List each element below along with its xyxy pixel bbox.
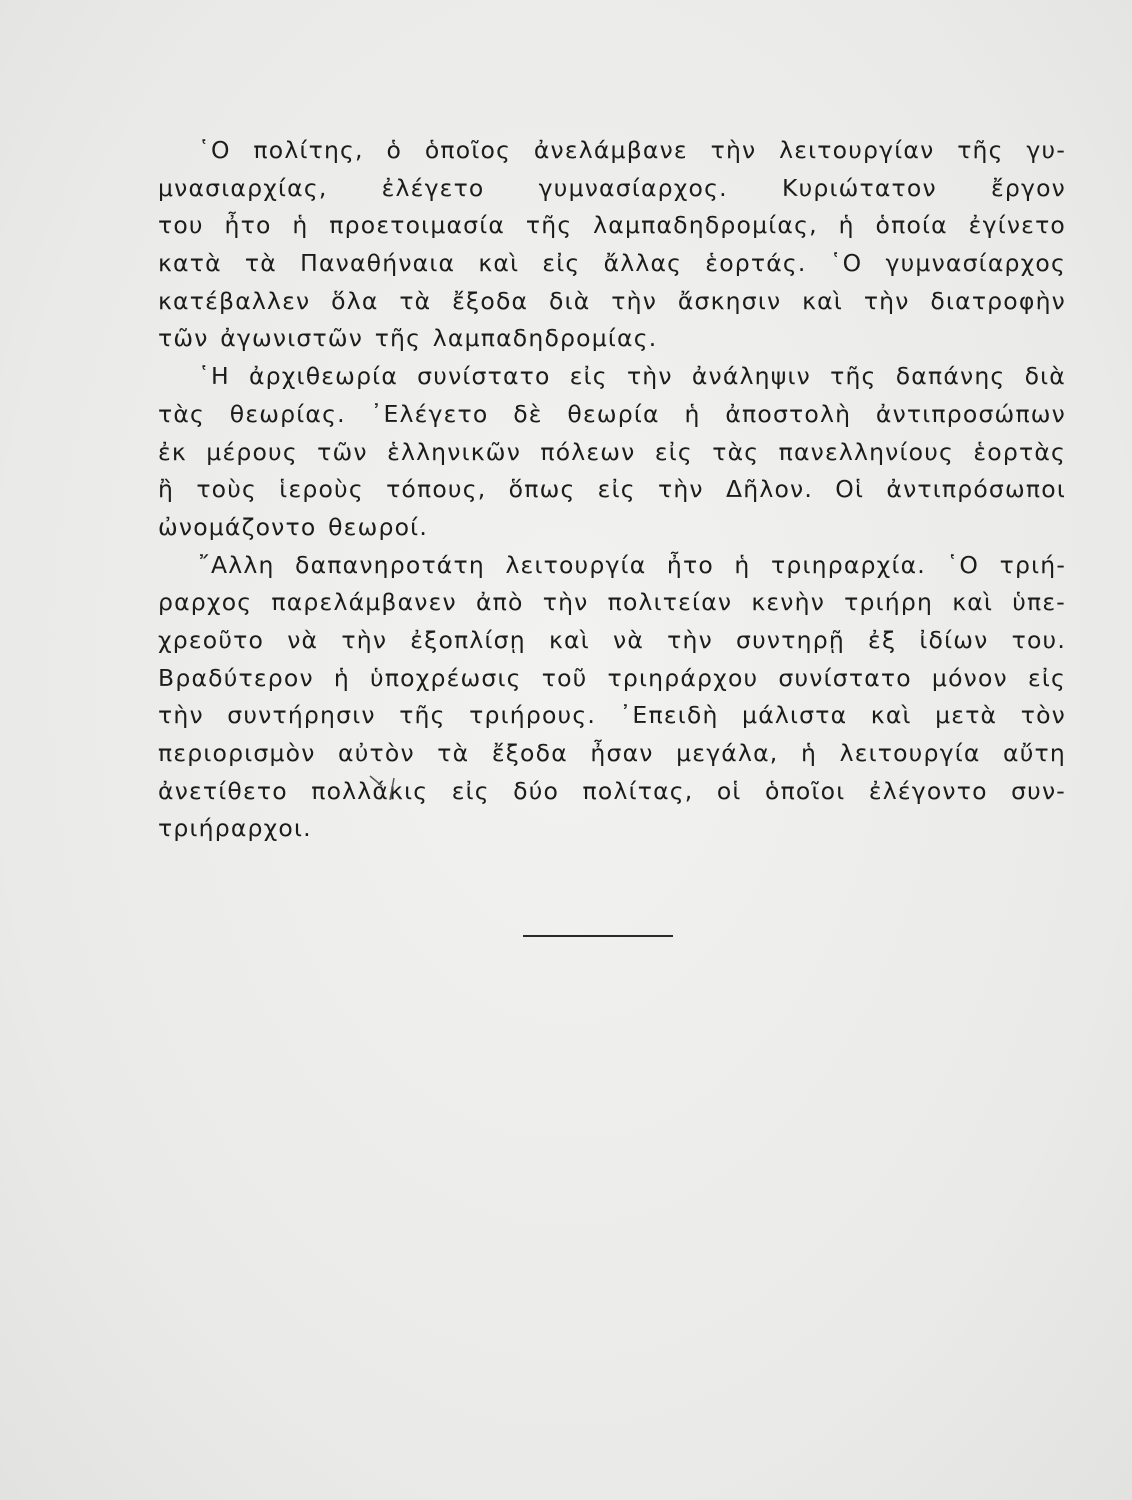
text-line: ἀνετίθετο πολλάκις εἰς δύο πολίτας, οἱ ὁποῖοι ἐλέγοντο συν- [158, 776, 1066, 805]
text-line: ραρχος παρελάμβανεν ἀπὸ τὴν πολιτείαν κενὴν τριήρη καὶ ὑπε- [158, 588, 1066, 617]
text-line: κατέβαλλεν ὅλα τὰ ἔξοδα διὰ τὴν ἄσκησιν καὶ τὴν διατροφὴν [158, 286, 1066, 315]
text-line: χρεοῦτο νὰ τὴν ἐξοπλίσῃ καὶ νὰ τὴν συντηρῇ ἐξ ἰδίων του. [158, 625, 1066, 654]
text-line: ῾Η ἀρχιθεωρία συνίστατο εἰς τὴν ἀνάληψιν τῆς δαπάνης διὰ [198, 362, 1066, 391]
text-line: ῾Ο πολίτης, ὁ ὁποῖος ἀνελάμβανε τὴν λειτουργίαν τῆς γυ- [198, 136, 1066, 164]
text-line: Βραδύτερον ἡ ὑποχρέωσις τοῦ τριηράρχου συνίστατο μόνον εἰς [158, 663, 1066, 692]
text-line: τὰς θεωρίας. ᾿Ελέγετο δὲ θεωρία ἡ ἀποστολὴ ἀντιπροσώπων [158, 399, 1066, 428]
text-line: μνασιαρχίας, ἐλέγετο γυμνασίαρχος. Κυριώτατον ἔργον [158, 173, 1066, 202]
text-line: ἢ τοὺς ἱεροὺς τόπους, ὅπως εἰς τὴν Δῆλον. Οἱ ἀντιπρόσωποι [158, 475, 1066, 504]
text-line: τριήραρχοι. [158, 814, 312, 843]
text-line: τὴν συντήρησιν τῆς τριήρους. ᾿Επειδὴ μάλιστα καὶ μετὰ τὸν [158, 701, 1066, 730]
body-text [158, 132, 1066, 848]
text-line: ὠνομάζοντο θεωροί. [158, 512, 428, 541]
text-line: κατὰ τὰ Παναθήναια καὶ εἰς ἄλλας ἑορτάς. ῾Ο γυμνασίαρχος [158, 249, 1066, 278]
pencil-mark-icon [368, 772, 398, 802]
section-divider [523, 935, 673, 937]
text-line: ἐκ μέρους τῶν ἑλληνικῶν πόλεων εἰς τὰς πανελληνίους ἑορτὰς [158, 437, 1066, 466]
text-line: του ἦτο ἡ προετοιμασία τῆς λαμπαδηδρομίας, ἡ ὁποία ἐγίνετο [158, 211, 1066, 240]
text-line: τῶν ἀγωνιστῶν τῆς λαμπαδηδρομίας. [158, 324, 658, 353]
text-line: ῎Αλλη δαπανηροτάτη λειτουργία ἦτο ἡ τριηραρχία. ῾Ο τριή- [198, 550, 1066, 579]
text-line: περιορισμὸν αὐτὸν τὰ ἔξοδα ἦσαν μεγάλα, ἡ λειτουργία αὔτη [158, 739, 1066, 767]
